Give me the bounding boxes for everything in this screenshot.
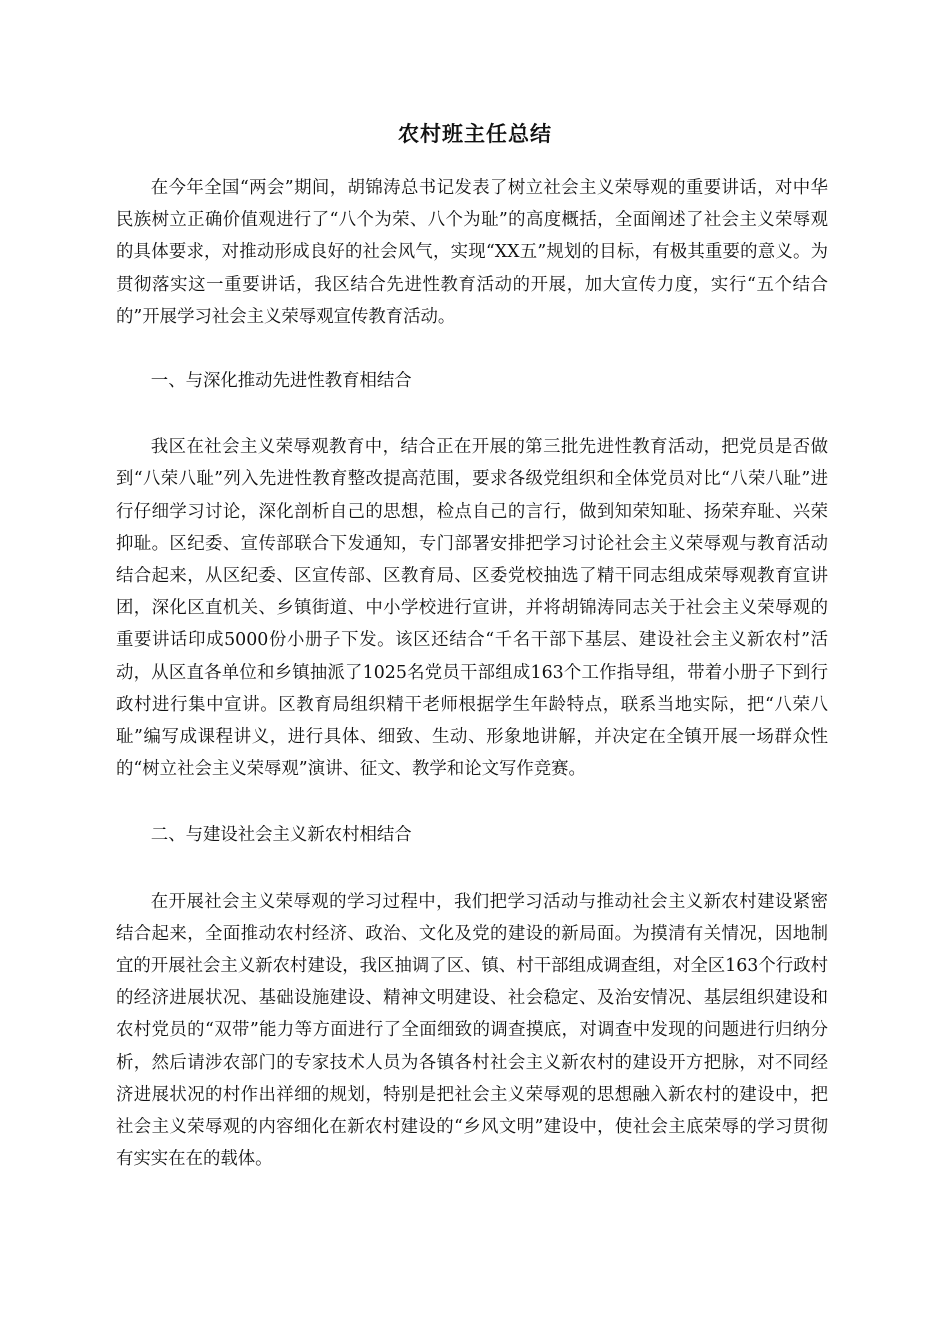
section-2-heading: 二、与建设社会主义新农村相结合 xyxy=(150,825,412,846)
document-title: 农村班主任总结 xyxy=(398,122,552,146)
document-body xyxy=(116,172,828,1209)
intro-paragraph: 在今年全国“两会”期间，胡锦涛总书记发表了树立社会主义荣辱观的重要讲话，对中华民族树立正确价值观进行了“八个为荣、八个为耻”的高度概括，全面阐述了社会主义荣辱观的具体要求，对推动形成良好的社会风气，实现“XX五”规划的目标，有极其重要的意义。为贯彻落实这一重要讲话，我区结合先进性教育活动的开展，加大宣传力度，实行“五个结合的”开展学习社会主义荣辱观宣传教育活动。 xyxy=(116,178,828,327)
section-1-paragraph: 我区在社会主义荣辱观教育中，结合正在开展的第三批先进性教育活动，把党员是否做到“八荣八耻”列入先进性教育整改提高范围，要求各级党组织和全体党员对比“八荣八耻”进行仔细学习讨论，深化剖析自己的思想，检点自己的言行，做到知荣知耻、扬荣弃耻、兴荣抑耻。区纪委、宣传部联合下发通知，专门部署安排把学习讨论社会主义荣辱观与教育活动结合起来，从区纪委、区宣传部、区教育局、区委党校抽选了精干同志组成荣辱观教育宣讲团，深化区直机关、乡镇街道、中小学校进行宣讲，并将胡锦涛同志关于社会主义荣辱观的重要讲话印成5000份小册子下发。该区还结合“千名干部下基层、建设社会主义新农村”活动，从区直各单位和乡镇抽派了1025名党员干部组成163个工作指导组，带着小册子下到行政村进行集中宣讲。区教育局组织精干老师根据学生年龄特点，联系当地实际，把“八荣八耻”编写成课程讲义，进行具体、细致、生动、形象地讲解，并决定在全镇开展一场群众性的“树立社会主义荣辱观”演讲、征文、教学和论文写作竞赛。 xyxy=(116,437,828,780)
section-1-heading: 一、与深化推动先进性教育相结合 xyxy=(150,371,412,392)
section-2-paragraph: 在开展社会主义荣辱观的学习过程中，我们把学习活动与推动社会主义新农村建设紧密结合起来，全面推动农村经济、政治、文化及党的建设的新局面。为摸清有关情况，因地制宜的开展社会主义新农村建设，我区抽调了区、镇、村干部组成调查组，对全区163个行政村的经济进展状况、基础设施建设、精神文明建设、社会稳定、及治安情况、基层组织建设和农村党员的“双带”能力等方面进行了全面细致的调查摸底，对调查中发现的问题进行归纳分析，然后请涉农部门的专家技术人员为各镇各村社会主义新农村的建设开方把脉，对不同经济进展状况的村作出祥细的规划，特别是把社会主义荣辱观的思想融入新农村的建设中，把社会主义荣辱观的内容细化在新农村建设的“乡风文明”建设中，使社会主底荣辱的学习贯彻有实实在在的载体。 xyxy=(116,891,828,1170)
